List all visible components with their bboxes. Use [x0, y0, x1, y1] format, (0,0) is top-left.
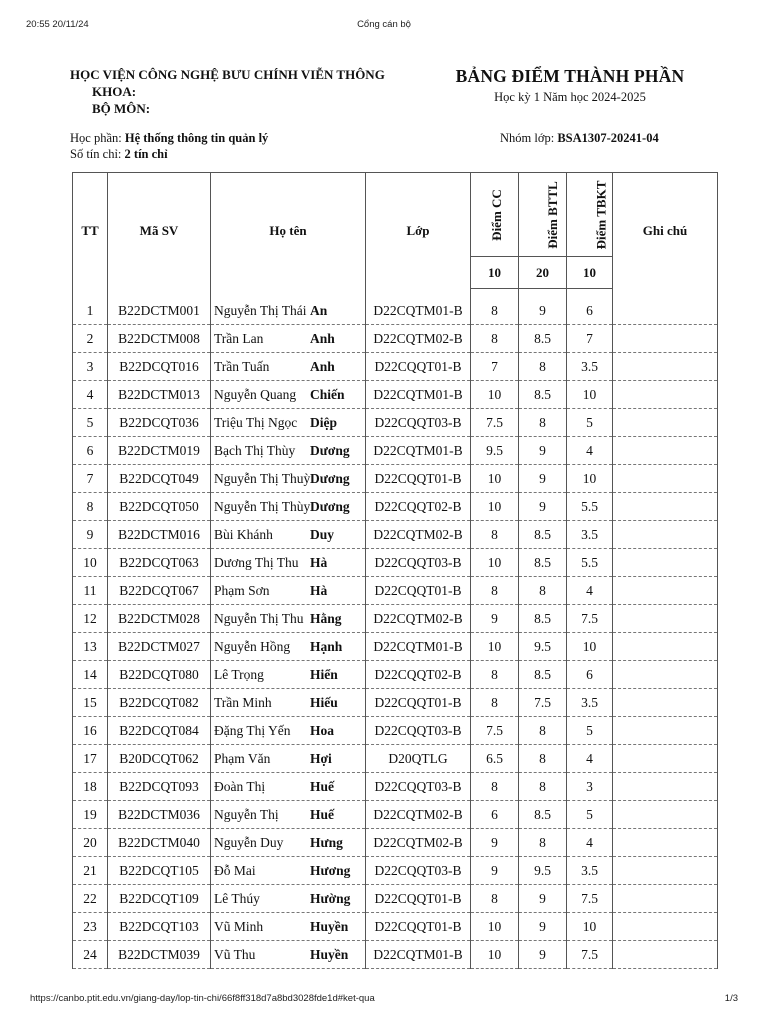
print-page-title: Cổng cán bộ: [357, 19, 411, 30]
student-class: D22CQTM02-B: [366, 801, 471, 829]
student-surname: Vũ Thu: [214, 946, 256, 962]
score-bttl: 8.5: [519, 661, 567, 689]
score-tbkt: 5: [567, 801, 613, 829]
weight-bttl: 20: [519, 257, 567, 289]
score-bttl: 8.5: [519, 549, 567, 577]
score-cc: 10: [471, 941, 519, 969]
student-surname: Nguyễn Thị Thái: [214, 302, 307, 318]
score-bttl: 8.5: [519, 325, 567, 353]
score-tbkt: 3.5: [567, 353, 613, 381]
row-index: 10: [73, 549, 108, 577]
notes-cell: [613, 353, 718, 381]
score-tbkt: 5: [567, 717, 613, 745]
student-surname: Lê Trọng: [214, 666, 264, 682]
notes-cell: [613, 745, 718, 773]
student-class: D22CQQT03-B: [366, 549, 471, 577]
table-row: [73, 885, 718, 913]
notes-cell: [613, 773, 718, 801]
score-cc: 7.5: [471, 409, 519, 437]
student-id: B22DCQT063: [108, 549, 211, 577]
score-tbkt: 3: [567, 773, 613, 801]
score-bttl: 8: [519, 717, 567, 745]
student-id: B22DCQT105: [108, 857, 211, 885]
weight-tbkt: 10: [567, 257, 613, 289]
notes-cell: [613, 941, 718, 969]
student-class: D22CQTM01-B: [366, 437, 471, 465]
score-tbkt: 5: [567, 409, 613, 437]
student-name: [211, 325, 366, 353]
student-class: D22CQTM02-B: [366, 521, 471, 549]
score-bttl: 8.5: [519, 605, 567, 633]
class-group-value: BSA1307-20241-04: [557, 131, 659, 145]
student-surname: Nguyễn Thị Thu: [214, 610, 304, 626]
student-given-name: Duy: [310, 526, 335, 542]
notes-cell: [613, 465, 718, 493]
student-name: [211, 885, 366, 913]
score-cc: 6.5: [471, 745, 519, 773]
score-bttl: 8: [519, 577, 567, 605]
student-class: D22CQQT02-B: [366, 493, 471, 521]
table-row: [73, 773, 718, 801]
score-bttl: 9: [519, 465, 567, 493]
score-cc: 10: [471, 913, 519, 941]
table-row: [73, 801, 718, 829]
notes-cell: [613, 829, 718, 857]
row-index: 15: [73, 689, 108, 717]
student-id: B22DCTM013: [108, 381, 211, 409]
notes-cell: [613, 913, 718, 941]
score-tbkt: 5.5: [567, 549, 613, 577]
student-class: D22CQQT01-B: [366, 689, 471, 717]
class-group-line: [500, 131, 659, 146]
notes-cell: [613, 633, 718, 661]
print-page-number: 1/3: [724, 993, 738, 1004]
student-class: D22CQTM01-B: [366, 381, 471, 409]
student-name: [211, 353, 366, 381]
score-bttl: 9: [519, 297, 567, 325]
score-bttl: 8: [519, 773, 567, 801]
student-surname: Bạch Thị Thùy: [214, 442, 296, 458]
student-given-name: Hường: [310, 890, 351, 906]
student-given-name: Huế: [310, 778, 335, 794]
score-cc: 6: [471, 801, 519, 829]
score-cc: 8: [471, 325, 519, 353]
student-id: B22DCQT049: [108, 465, 211, 493]
student-class: D22CQQT01-B: [366, 577, 471, 605]
student-id: B22DCTM008: [108, 325, 211, 353]
score-bttl: 9: [519, 493, 567, 521]
student-name: [211, 409, 366, 437]
score-cc: 8: [471, 689, 519, 717]
notes-cell: [613, 577, 718, 605]
student-given-name: Anh: [310, 358, 335, 374]
student-given-name: Anh: [310, 330, 335, 346]
score-tbkt: 10: [567, 913, 613, 941]
student-id: B22DCQT050: [108, 493, 211, 521]
header-diem-tbkt-label: Điểm TBKT: [593, 180, 609, 249]
student-surname: Phạm Sơn: [214, 582, 270, 598]
student-surname: Triệu Thị Ngọc: [214, 414, 298, 430]
score-tbkt: 4: [567, 577, 613, 605]
student-given-name: Hà: [310, 554, 328, 570]
header-diem-cc: [471, 173, 519, 257]
student-name: [211, 913, 366, 941]
score-tbkt: 7.5: [567, 885, 613, 913]
notes-cell: [613, 325, 718, 353]
score-cc: 8: [471, 773, 519, 801]
table-row: [73, 913, 718, 941]
student-name: [211, 717, 366, 745]
notes-cell: [613, 801, 718, 829]
student-name: [211, 577, 366, 605]
table-row: [73, 325, 718, 353]
student-class: D22CQQT03-B: [366, 409, 471, 437]
table-row: [73, 941, 718, 969]
notes-cell: [613, 381, 718, 409]
score-cc: 10: [471, 549, 519, 577]
student-given-name: Dương: [310, 442, 350, 458]
student-name: [211, 465, 366, 493]
table-row: [73, 717, 718, 745]
student-id: B22DCQT109: [108, 885, 211, 913]
department-label: BỘ MÔN:: [92, 101, 151, 116]
row-index: 23: [73, 913, 108, 941]
table-row: [73, 297, 718, 325]
header-diem-bttl-label: Điểm BTTL: [544, 180, 560, 249]
table-row: [73, 549, 718, 577]
notes-cell: [613, 689, 718, 717]
notes-cell: [613, 493, 718, 521]
row-index: 17: [73, 745, 108, 773]
score-bttl: 8: [519, 829, 567, 857]
table-row: [73, 409, 718, 437]
student-surname: Nguyễn Duy: [214, 834, 284, 850]
student-surname: Trần Minh: [214, 694, 272, 710]
student-surname: Bùi Khánh: [214, 526, 273, 542]
student-name: [211, 829, 366, 857]
score-cc: 10: [471, 493, 519, 521]
student-id: B22DCTM028: [108, 605, 211, 633]
score-tbkt: 10: [567, 633, 613, 661]
student-surname: Trần Lan: [214, 330, 264, 346]
student-class: D22CQQT01-B: [366, 353, 471, 381]
table-row: [73, 857, 718, 885]
row-index: 11: [73, 577, 108, 605]
row-index: 21: [73, 857, 108, 885]
student-id: B22DCTM019: [108, 437, 211, 465]
student-surname: Đặng Thị Yến: [214, 722, 291, 738]
table-row: [73, 605, 718, 633]
student-class: D22CQQT02-B: [366, 661, 471, 689]
student-surname: Nguyễn Thị: [214, 806, 279, 822]
student-id: B22DCTM016: [108, 521, 211, 549]
score-tbkt: 6: [567, 661, 613, 689]
semester-text: Học kỳ 1 Năm học 2024-2025: [494, 90, 646, 104]
student-given-name: Diệp: [310, 414, 337, 430]
score-tbkt: 7: [567, 325, 613, 353]
print-header: [0, 19, 768, 33]
score-tbkt: 7.5: [567, 941, 613, 969]
score-bttl: 9: [519, 913, 567, 941]
table-row: [73, 521, 718, 549]
score-cc: 8: [471, 577, 519, 605]
student-given-name: Chiến: [310, 386, 345, 402]
score-cc: 8: [471, 297, 519, 325]
row-index: 12: [73, 605, 108, 633]
student-class: D22CQQT03-B: [366, 773, 471, 801]
student-id: B22DCQT080: [108, 661, 211, 689]
notes-cell: [613, 605, 718, 633]
score-bttl: 8.5: [519, 521, 567, 549]
subject-value: Hệ thống thông tin quản lý: [124, 131, 269, 145]
table-row: [73, 437, 718, 465]
row-index: 14: [73, 661, 108, 689]
student-surname: Nguyễn Quang: [214, 386, 297, 402]
notes-cell: [613, 437, 718, 465]
row-index: 24: [73, 941, 108, 969]
header-diem-bttl: [519, 173, 567, 257]
score-cc: 8: [471, 661, 519, 689]
notes-cell: [613, 857, 718, 885]
student-id: B22DCQT084: [108, 717, 211, 745]
grade-table: [72, 172, 718, 969]
score-cc: 9.5: [471, 437, 519, 465]
class-group-label: Nhóm lớp:: [500, 131, 558, 145]
score-tbkt: 4: [567, 829, 613, 857]
student-given-name: Hương: [310, 862, 351, 878]
table-row: [73, 465, 718, 493]
student-surname: Lê Thúy: [214, 890, 260, 906]
student-surname: Phạm Văn: [214, 750, 271, 766]
table-row: [73, 353, 718, 381]
student-class: D22CQQT01-B: [366, 913, 471, 941]
student-class: D22CQTM02-B: [366, 325, 471, 353]
student-given-name: Huyền: [310, 918, 349, 934]
document-title: BẢNG ĐIỂM THÀNH PHẦN: [455, 66, 685, 86]
row-index: 5: [73, 409, 108, 437]
student-id: B22DCQT067: [108, 577, 211, 605]
score-tbkt: 3.5: [567, 521, 613, 549]
student-name: [211, 521, 366, 549]
print-datetime: 20:55 20/11/24: [26, 19, 89, 30]
header-tt: TT: [73, 173, 108, 289]
student-given-name: Hoa: [310, 722, 335, 738]
student-given-name: An: [310, 302, 328, 318]
score-bttl: 7.5: [519, 689, 567, 717]
row-index: 9: [73, 521, 108, 549]
student-id: B22DCTM001: [108, 297, 211, 325]
student-surname: Trần Tuấn: [214, 358, 270, 374]
score-bttl: 9: [519, 885, 567, 913]
student-name: [211, 857, 366, 885]
header-full-name: Họ tên: [211, 173, 366, 289]
student-id: B22DCQT016: [108, 353, 211, 381]
student-surname: Đỗ Mai: [214, 862, 256, 878]
student-id: B22DCTM040: [108, 829, 211, 857]
student-name: [211, 941, 366, 969]
header-class: Lớp: [366, 173, 471, 289]
student-class: D22CQTM01-B: [366, 941, 471, 969]
student-class: D20QTLG: [366, 745, 471, 773]
student-given-name: Dương: [310, 498, 350, 514]
student-given-name: Hợi: [310, 750, 332, 766]
student-name: [211, 381, 366, 409]
score-bttl: 9: [519, 941, 567, 969]
student-given-name: Dương: [310, 470, 350, 486]
student-id: B22DCQT093: [108, 773, 211, 801]
student-given-name: Huyền: [310, 946, 349, 962]
student-given-name: Hiển: [310, 666, 338, 682]
student-given-name: Hạnh: [310, 638, 343, 654]
score-cc: 10: [471, 465, 519, 493]
row-index: 3: [73, 353, 108, 381]
score-tbkt: 10: [567, 465, 613, 493]
score-bttl: 8: [519, 745, 567, 773]
table-row: [73, 381, 718, 409]
score-bttl: 9.5: [519, 857, 567, 885]
student-surname: Đoàn Thị: [214, 778, 266, 794]
student-name: [211, 689, 366, 717]
student-id: B22DCTM036: [108, 801, 211, 829]
header-diem-tbkt: [567, 173, 613, 257]
institution-name: HỌC VIỆN CÔNG NGHỆ BƯU CHÍNH VIỄN THÔNG: [70, 67, 385, 82]
score-cc: 9: [471, 829, 519, 857]
row-index: 7: [73, 465, 108, 493]
score-bttl: 8: [519, 409, 567, 437]
table-row: [73, 689, 718, 717]
student-surname: Nguyễn Thị Thùy: [214, 498, 311, 514]
student-name: [211, 493, 366, 521]
student-name: [211, 773, 366, 801]
notes-cell: [613, 885, 718, 913]
student-id: B22DCQT103: [108, 913, 211, 941]
student-given-name: Huế: [310, 806, 335, 822]
student-given-name: Hưng: [310, 834, 343, 850]
notes-cell: [613, 549, 718, 577]
student-class: D22CQQT01-B: [366, 465, 471, 493]
table-row: [73, 633, 718, 661]
student-class: D22CQQT01-B: [366, 885, 471, 913]
student-surname: Vũ Minh: [214, 918, 264, 934]
student-name: [211, 661, 366, 689]
student-class: D22CQTM01-B: [366, 633, 471, 661]
table-row: [73, 577, 718, 605]
student-id: B22DCTM039: [108, 941, 211, 969]
score-bttl: 8: [519, 353, 567, 381]
score-cc: 7.5: [471, 717, 519, 745]
notes-cell: [613, 297, 718, 325]
row-index: 19: [73, 801, 108, 829]
score-tbkt: 3.5: [567, 689, 613, 717]
credits-line: [70, 147, 168, 162]
table-row: [73, 493, 718, 521]
row-index: 1: [73, 297, 108, 325]
print-url: https://canbo.ptit.edu.vn/giang-day/lop-tin-chi/66f8ff318d7a8bd3028fde1d#ket-qua: [30, 993, 375, 1004]
score-cc: 7: [471, 353, 519, 381]
row-index: 18: [73, 773, 108, 801]
score-tbkt: 5.5: [567, 493, 613, 521]
row-index: 6: [73, 437, 108, 465]
credits-value: 2 tín chỉ: [124, 147, 168, 161]
notes-cell: [613, 521, 718, 549]
weight-cc: 10: [471, 257, 519, 289]
student-class: D22CQTM01-B: [366, 297, 471, 325]
print-footer: [0, 993, 768, 1007]
score-cc: 8: [471, 885, 519, 913]
student-id: B22DCTM027: [108, 633, 211, 661]
header-notes: Ghi chú: [613, 173, 718, 289]
header-student-id: Mã SV: [108, 173, 211, 289]
score-tbkt: 7.5: [567, 605, 613, 633]
row-index: 16: [73, 717, 108, 745]
student-surname: Nguyễn Thị Thuỳ: [214, 470, 311, 486]
score-bttl: 9: [519, 437, 567, 465]
row-index: 4: [73, 381, 108, 409]
score-cc: 10: [471, 633, 519, 661]
student-name: [211, 745, 366, 773]
notes-cell: [613, 717, 718, 745]
student-name: [211, 549, 366, 577]
student-given-name: Hiếu: [310, 694, 338, 710]
student-given-name: Hằng: [310, 610, 342, 626]
row-index: 2: [73, 325, 108, 353]
subject-line: [70, 131, 268, 146]
student-class: D22CQTM02-B: [366, 829, 471, 857]
student-id: B20DCQT062: [108, 745, 211, 773]
header-diem-cc-label: Điểm CC: [488, 188, 504, 241]
student-name: [211, 633, 366, 661]
student-name: [211, 297, 366, 325]
score-tbkt: 4: [567, 437, 613, 465]
student-name: [211, 605, 366, 633]
student-name: [211, 437, 366, 465]
student-surname: Dương Thị Thu: [214, 554, 299, 570]
student-surname: Nguyễn Hồng: [214, 638, 291, 654]
student-id: B22DCQT082: [108, 689, 211, 717]
student-id: B22DCQT036: [108, 409, 211, 437]
score-cc: 9: [471, 605, 519, 633]
row-index: 20: [73, 829, 108, 857]
table-row: [73, 745, 718, 773]
table-row: [73, 661, 718, 689]
student-class: D22CQTM02-B: [366, 605, 471, 633]
score-tbkt: 6: [567, 297, 613, 325]
row-index: 22: [73, 885, 108, 913]
score-bttl: 8.5: [519, 801, 567, 829]
score-cc: 8: [471, 521, 519, 549]
score-bttl: 9.5: [519, 633, 567, 661]
student-name: [211, 801, 366, 829]
score-cc: 9: [471, 857, 519, 885]
credits-label: Số tín chỉ:: [70, 147, 125, 161]
score-cc: 10: [471, 381, 519, 409]
subject-label: Học phần:: [70, 131, 125, 145]
score-tbkt: 4: [567, 745, 613, 773]
notes-cell: [613, 409, 718, 437]
score-tbkt: 10: [567, 381, 613, 409]
score-tbkt: 3.5: [567, 857, 613, 885]
row-index: 8: [73, 493, 108, 521]
score-bttl: 8.5: [519, 381, 567, 409]
table-row: [73, 829, 718, 857]
faculty-label: KHOA:: [92, 84, 137, 99]
student-class: D22CQQT03-B: [366, 717, 471, 745]
notes-cell: [613, 661, 718, 689]
row-index: 13: [73, 633, 108, 661]
student-given-name: Hà: [310, 582, 328, 598]
student-class: D22CQQT03-B: [366, 857, 471, 885]
